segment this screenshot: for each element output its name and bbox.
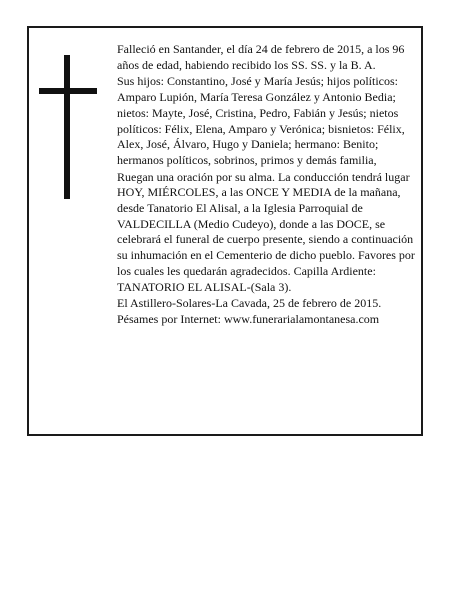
latin-cross-icon	[39, 55, 97, 199]
death-announcement: Falleció en Santander, el día 24 de febrero de 2015, a los 96 años de edad, habiendo recibido los SS. SS. y la B. A.	[117, 42, 405, 72]
cross-horizontal-bar	[39, 88, 97, 94]
funeral-details: Ruegan una oración por su alma. La conducción tendrá lugar HOY, MIÉRCOLES, a las ONCE Y MEDIA de la mañana, desde Tanatorio El Alisal, a la Iglesia Parroquial de VALDECILLA (Medio Cudeyo), donde a las DOCE, se celebrará el funeral de cuerpo presente, siendo a continuación su inhumación en el Cementerio de dicho pueblo. Favores por los cuales les quedarán agradecidos. Capilla Ardiente: TANATORIO EL ALISAL-(Sala 3).	[117, 169, 415, 294]
obituary-text	[117, 42, 419, 329]
obituary-notice	[27, 26, 423, 436]
place-date-condolences: El Astillero-Solares-La Cavada, 25 de febrero de 2015. Pésames por Internet: www.funerarialamontanesa.com	[117, 296, 382, 326]
cross-vertical-bar	[64, 55, 70, 199]
family-list: Sus hijos: Constantino, José y María Jesús; hijos políticos: Amparo Lupión, María Teresa González y Antonio Bedia; nietos: Mayte, José, Cristina, Pedro, Fabián y Jesús; nietos políticos: Félix, Elena, Amparo y Verónica; bisnietos: Félix, Alex, José, Álvaro, Hugo y Daniela; hermano: Benito; hermanos políticos, sobrinos, primos y demás familia,	[117, 74, 405, 167]
